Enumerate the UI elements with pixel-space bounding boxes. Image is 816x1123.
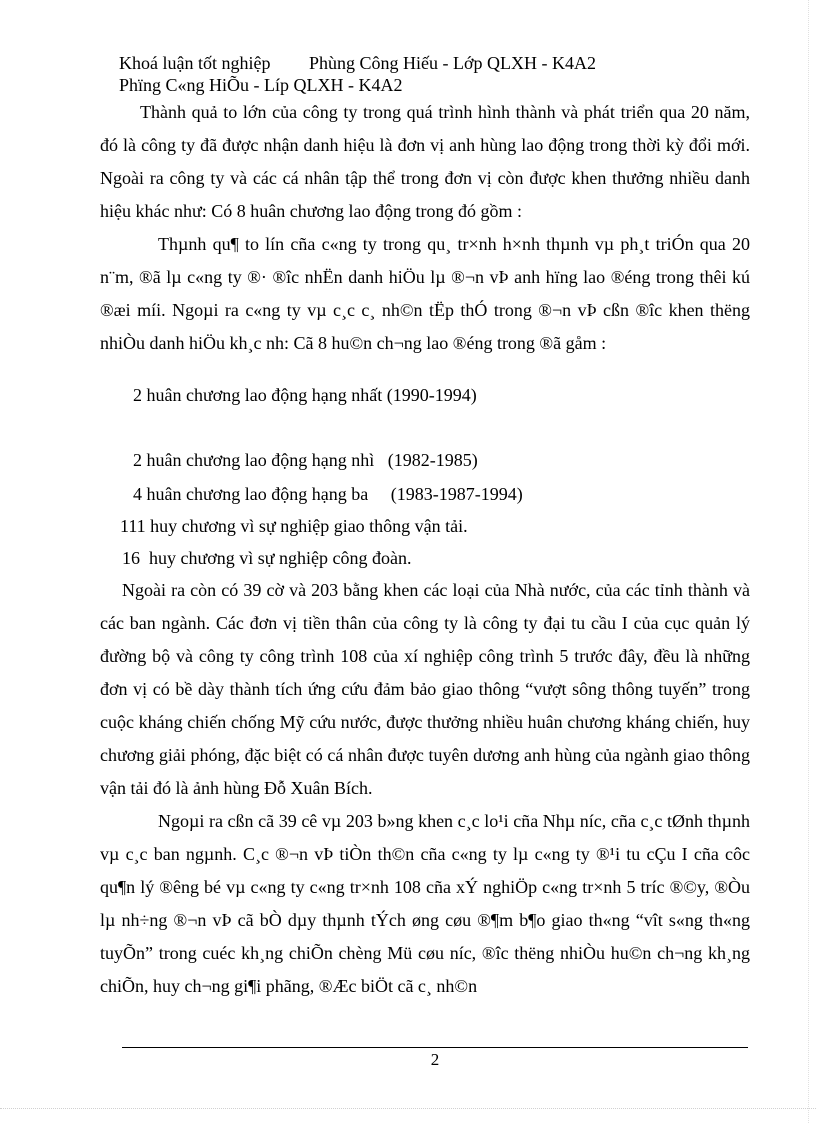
award-count: 4	[133, 484, 142, 504]
award-text: huy chương vì sự nghiệp giao thông vận tải.	[150, 516, 468, 536]
award-count: 111	[120, 516, 146, 536]
footer-divider	[122, 1047, 748, 1048]
award-text: huy chương vì sự nghiệp công đoàn.	[144, 548, 412, 568]
paragraph-achievements: Thành quả to lớn của công ty trong quá trình hình thành và phát triển qua 20 năm, đó là công ty đã được nhận danh hiệu là đơn vị anh hùng lao động trong thời kỳ đổi mới. Ngoài ra công ty và các cá nhân tập thể trong đơn vị còn được khen thưởng nhiều danh hiệu khác như: Có 8 huân chương lao động trong đó gồm :	[100, 102, 750, 221]
award-count: 16	[122, 548, 140, 568]
award-item	[120, 515, 468, 537]
paragraph-achievements-legacy: Thµnh qu¶ to lín cña c«ng ty trong qu¸ tr×nh h×nh thµnh vµ ph¸t triÓn qua 20 n¨m, ®ã lµ c«ng ty ®· ®îc nhËn danh hiÖu lµ ®¬n vÞ anh hïng lao ®éng trong thêi kú ®æi míi. Ngoµi ra c«ng ty vµ c¸c c¸ nh©n tËp thÓ trong ®¬n vÞ cßn ®îc khen thëng nhiÒu danh hiÖu kh¸c nh: Cã 8 hu©n ch¬ng lao ®éng trong ®ã gåm :	[100, 234, 750, 353]
document-body-2	[100, 574, 750, 1003]
award-count: 2	[133, 385, 142, 405]
document-body	[100, 96, 750, 360]
award-item	[133, 449, 478, 471]
page-header	[119, 52, 596, 96]
page-edge-guide-vertical	[808, 0, 809, 1123]
paragraph-honors-legacy: Ngoµi ra cßn cã 39 cê vµ 203 b»ng khen c¸c lo¹i cña Nhµ níc, cña c¸c tØnh thµnh vµ c¸c ban ngµnh. C¸c ®¬n vÞ tiÒn th©n cña c«ng ty lµ c«ng ty ®¹i tu cÇu I cña côc qu¶n lý ®êng bé vµ c«ng ty c«ng tr×nh 108 cña xÝ nghiÖp c«ng tr×nh 5 tríc ®©y, ®Òu lµ nh÷ng ®¬n vÞ cã bÒ dµy thµnh tÝch øng cøu ®¶m b¶o giao th«ng “vît s«ng th«ng tuyÕn” trong cuéc kh¸ng chiÕn chèng Mü cøu níc, ®îc thëng nhiÒu hu©n ch¬ng kh¸ng chiÕn, huy ch¬ng gi¶i phãng, ®Æc biÖt cã c¸ nh©n	[100, 811, 750, 996]
award-text: huân chương lao động hạng ba (1983-1987-1994)	[146, 484, 523, 504]
award-item	[133, 384, 477, 406]
page-edge-guide	[0, 1108, 816, 1109]
page-number: 2	[430, 1050, 440, 1069]
header-author: Phùng Công Hiếu - Lớp QLXH - K4A2	[309, 53, 596, 73]
header-thesis-label: Khoá luận tốt nghiệp	[119, 53, 271, 73]
award-text: huân chương lao động hạng nhì (1982-1985)	[146, 450, 478, 470]
header-author-legacy: Phïng C«ng HiÕu - Líp QLXH - K4A2	[119, 75, 403, 95]
award-item	[133, 483, 523, 505]
paragraph-honors: Ngoài ra còn có 39 cờ và 203 bằng khen các loại của Nhà nước, của các tỉnh thành và các ban ngành. Các đơn vị tiền thân của công ty là công ty đại tu cầu I của cục quản lý đường bộ và công ty công trình 108 của xí nghiệp công trình 5 trước đây, đều là những đơn vị có bề dày thành tích ứng cứu đảm bảo giao thông “vượt sông thông tuyến” trong cuộc kháng chiến chống Mỹ cứu nước, được thưởng nhiều huân chương kháng chiến, huy chương giải phóng, đặc biệt có cá nhân được tuyên dương anh hùng của ngành giao thông vận tải đó là ảnh hùng Đỗ Xuân Bích.	[100, 580, 750, 798]
award-text: huân chương lao động hạng nhất (1990-1994)	[146, 385, 477, 405]
award-count: 2	[133, 450, 142, 470]
award-item	[122, 547, 412, 569]
